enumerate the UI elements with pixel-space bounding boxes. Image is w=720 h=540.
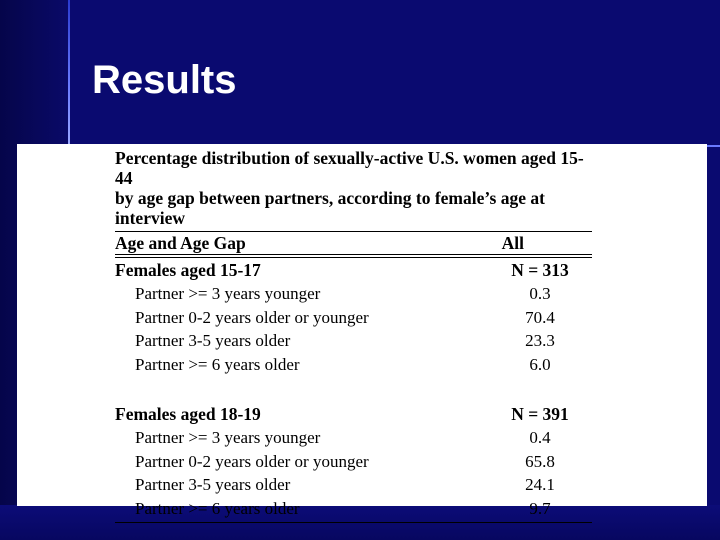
row-label: Partner >= 6 years older	[135, 498, 300, 518]
caption-line-2: by age gap between partners, according to female’s age at interview	[115, 188, 545, 228]
group-header	[115, 258, 592, 282]
table-row	[115, 497, 592, 521]
results-table	[115, 144, 592, 523]
row-value: 0.3	[529, 284, 551, 303]
row-value: 23.3	[525, 331, 555, 350]
row-value: 24.1	[525, 475, 555, 494]
slide-title: Results	[92, 58, 237, 102]
table-bottom-rule	[115, 522, 592, 523]
table-row	[115, 353, 592, 377]
table-header-row	[115, 232, 592, 254]
header-age-gap: Age and Age Gap	[115, 233, 246, 253]
row-label: Partner >= 3 years younger	[135, 428, 321, 447]
row-label: Partner 3-5 years older	[135, 331, 291, 350]
row-value: 9.7	[529, 498, 551, 518]
decorative-vertical-line	[68, 0, 70, 145]
table-row	[115, 282, 592, 306]
table-row	[115, 306, 592, 330]
row-label: Partner >= 6 years older	[135, 354, 300, 374]
group-label: Females aged 15-17	[115, 260, 261, 280]
group-n: N = 313	[511, 260, 569, 280]
row-value: 0.4	[529, 428, 551, 447]
row-value: 65.8	[525, 451, 555, 471]
table-row	[115, 329, 592, 353]
table-row	[115, 473, 592, 497]
row-label: Partner 0-2 years older or younger	[135, 451, 369, 471]
row-label: Partner 3-5 years older	[135, 475, 291, 494]
header-all: All	[501, 233, 524, 253]
row-label: Partner >= 3 years younger	[135, 284, 321, 303]
group-header	[115, 402, 592, 426]
table-row	[115, 426, 592, 450]
row-value: 6.0	[529, 354, 551, 374]
caption-line-1: Percentage distribution of sexually-active U.S. women aged 15-44	[115, 148, 584, 188]
row-label: Partner 0-2 years older or younger	[135, 307, 369, 327]
group-spacer	[115, 376, 592, 402]
group-n: N = 391	[511, 404, 569, 424]
table-row	[115, 450, 592, 474]
row-value: 70.4	[525, 307, 555, 327]
group-label: Females aged 18-19	[115, 404, 261, 424]
table-caption	[115, 144, 592, 228]
